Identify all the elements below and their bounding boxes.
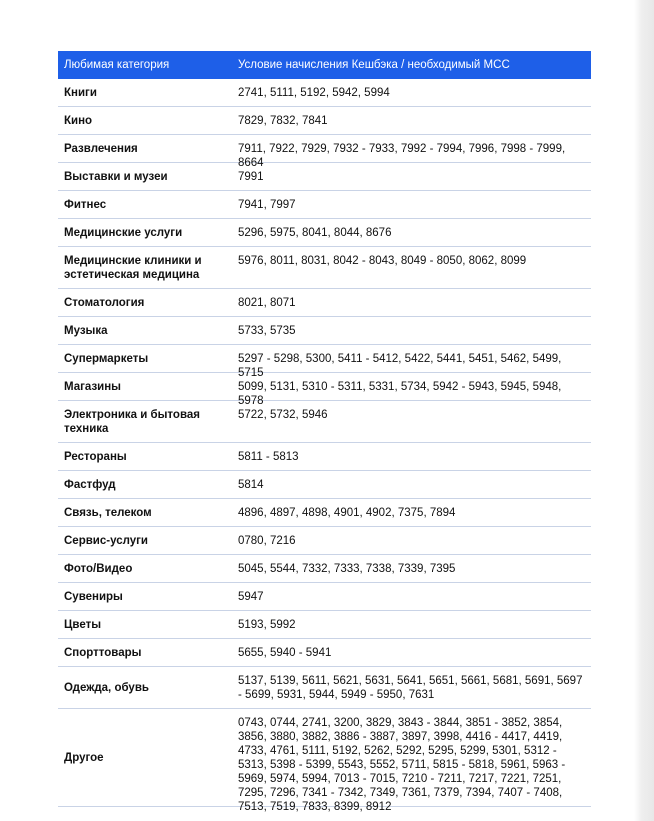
row-mcc: 5297 - 5298, 5300, 5411 - 5412, 5422, 5441, 5451, 5462, 5499, 5715 bbox=[238, 353, 562, 379]
table-row bbox=[58, 107, 591, 135]
row-category: Стоматология bbox=[64, 297, 145, 309]
row-category: Сервис-услуги bbox=[64, 535, 149, 547]
cashback-mcc-table bbox=[58, 51, 591, 813]
table-row bbox=[58, 317, 591, 345]
row-category: Фитнес bbox=[64, 199, 107, 211]
row-mcc: 2741, 5111, 5192, 5942, 5994 bbox=[238, 87, 390, 99]
row-category: Электроника и бытовая техника bbox=[64, 409, 200, 435]
table-row bbox=[58, 443, 591, 471]
row-mcc: 5045, 5544, 7332, 7333, 7338, 7339, 7395 bbox=[238, 563, 456, 575]
row-mcc: 5947 bbox=[238, 591, 264, 603]
row-category: Цветы bbox=[64, 619, 102, 631]
table-row bbox=[58, 639, 591, 667]
row-mcc: 7941, 7997 bbox=[238, 199, 296, 211]
row-category: Одежда, обувь bbox=[64, 681, 149, 694]
row-category: Сувениры bbox=[64, 591, 123, 603]
row-mcc: 5099, 5131, 5310 - 5311, 5331, 5734, 5942 - 5943, 5945, 5948, 5978 bbox=[238, 381, 562, 407]
row-mcc: 5814 bbox=[238, 479, 264, 491]
table-row bbox=[58, 247, 591, 289]
row-mcc: 7991 bbox=[238, 171, 264, 183]
row-mcc: 5733, 5735 bbox=[238, 325, 296, 337]
table-row bbox=[58, 667, 591, 709]
row-mcc: 5137, 5139, 5611, 5621, 5631, 5641, 5651, 5661, 5681, 5691, 5697 - 5699, 5931, 5944, 5949 - 5950, 7631 bbox=[238, 675, 583, 701]
table-row bbox=[58, 79, 591, 107]
row-mcc: 0780, 7216 bbox=[238, 535, 296, 547]
row-category: Медицинские клиники и эстетическая медицина bbox=[64, 255, 202, 281]
header-mcc: Условие начисления Кешбэка / необходимый МСС bbox=[238, 59, 510, 71]
row-mcc: 5296, 5975, 8041, 8044, 8676 bbox=[238, 227, 392, 239]
table-row bbox=[58, 527, 591, 555]
row-mcc: 5722, 5732, 5946 bbox=[238, 409, 328, 421]
row-mcc: 7911, 7922, 7929, 7932 - 7933, 7992 - 7994, 7996, 7998 - 7999, 8664 bbox=[238, 143, 566, 169]
table-row bbox=[58, 289, 591, 317]
table-row bbox=[58, 709, 591, 813]
row-mcc: 0743, 0744, 2741, 3200, 3829, 3843 - 3844, 3851 - 3852, 3854, 3856, 3880, 3882, 3886 - 3887, 3897, 3998, 4416 - 4417, 4419, 4733, 4761, 5111, 5192, 5262, 5292, 5295, 5299, 5301, 5312 - 5313, 5398 - 5399, 5543, 5552, 5711, 5815 - 5818, 5961, 5963 - 5969, 5974, 5994, 7013 - 7015, 7210 - 7211, 7217, 7221, 7251, 7295, 7296, 7341 - 7342, 7349, 7361, 7379, 7394, 7407 - 7408, 7513, 7519, 7833, 8399, 8912 bbox=[238, 717, 566, 813]
table-row bbox=[58, 191, 591, 219]
table-row bbox=[58, 401, 591, 443]
row-category: Фастфуд bbox=[64, 479, 116, 491]
row-category: Выставки и музеи bbox=[64, 171, 168, 183]
row-category: Магазины bbox=[64, 381, 121, 393]
table-row bbox=[58, 135, 591, 169]
header-category: Любимая категория bbox=[64, 59, 170, 71]
table-row bbox=[58, 555, 591, 583]
row-mcc: 5976, 8011, 8031, 8042 - 8043, 8049 - 8050, 8062, 8099 bbox=[238, 255, 527, 267]
page-edge-shadow bbox=[634, 0, 654, 821]
row-category: Спорттовары bbox=[64, 647, 142, 659]
row-mcc: 5655, 5940 - 5941 bbox=[238, 647, 332, 659]
row-category: Книги bbox=[64, 87, 97, 99]
row-category: Супермаркеты bbox=[64, 353, 149, 365]
table-row bbox=[58, 583, 591, 611]
row-mcc: 5193, 5992 bbox=[238, 619, 296, 631]
table-row bbox=[58, 345, 591, 379]
row-category: Медицинские услуги bbox=[64, 227, 183, 239]
row-category: Кино bbox=[64, 115, 93, 127]
row-category: Фото/Видео bbox=[64, 563, 133, 575]
table-row bbox=[58, 219, 591, 247]
table-row bbox=[58, 163, 591, 191]
table-row bbox=[58, 499, 591, 527]
row-category: Музыка bbox=[64, 325, 108, 337]
row-category: Другое bbox=[64, 751, 104, 764]
row-mcc: 7829, 7832, 7841 bbox=[238, 115, 328, 127]
row-category: Развлечения bbox=[64, 143, 138, 155]
table-header bbox=[58, 51, 591, 79]
row-mcc: 5811 - 5813 bbox=[238, 451, 299, 463]
table-row bbox=[58, 471, 591, 499]
table-row bbox=[58, 611, 591, 639]
table-row bbox=[58, 373, 591, 407]
row-category: Связь, телеком bbox=[64, 507, 152, 519]
row-category: Рестораны bbox=[64, 451, 127, 463]
row-mcc: 8021, 8071 bbox=[238, 297, 296, 309]
row-mcc: 4896, 4897, 4898, 4901, 4902, 7375, 7894 bbox=[238, 507, 456, 519]
